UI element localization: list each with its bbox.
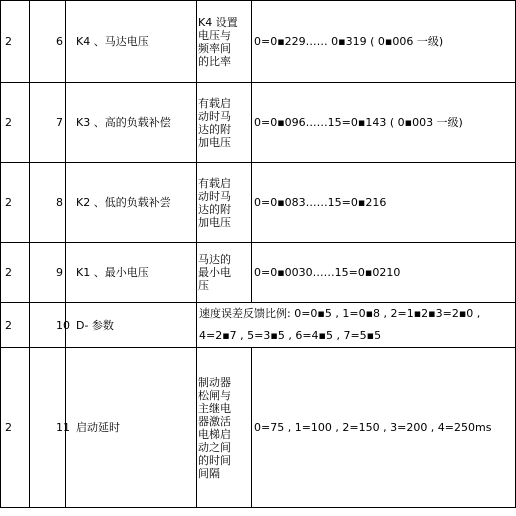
param-number-cell: 9 <box>30 243 66 303</box>
param-number-cell: 7 <box>30 83 66 163</box>
description-line: 加电压 <box>198 135 231 149</box>
description-line: 最小电 <box>198 266 231 279</box>
param-name-cell: 启动延时 <box>66 348 197 508</box>
param-number-cell: 6 <box>30 1 66 83</box>
description-line: 主继电 <box>198 401 231 415</box>
param-range-cell: 0=75 , 1=100 , 2=150 , 3=200 , 4=250ms <box>252 348 516 508</box>
description-line: 动时马 <box>198 109 231 123</box>
table-row <box>1 243 516 303</box>
table-row <box>1 83 516 163</box>
description-line: 动时马 <box>198 189 231 203</box>
description-line: 有载启 <box>198 96 231 110</box>
description-line: 电梯启 <box>198 427 231 441</box>
group-cell: 2 <box>1 1 30 83</box>
description-line: 的比率 <box>198 54 231 68</box>
param-description-cell <box>197 348 252 508</box>
param-description-cell <box>197 1 252 83</box>
group-cell: 2 <box>1 303 30 348</box>
description-line: 间隔 <box>198 466 220 480</box>
description-line: 制动器 <box>198 375 231 389</box>
param-description-cell <box>197 163 252 243</box>
description-line: 动之间 <box>198 440 231 454</box>
description-line: 频率间 <box>198 41 231 55</box>
group-cell: 2 <box>1 243 30 303</box>
description-line: 有载启 <box>198 176 231 190</box>
param-range-cell: 0=0▪096……15=0▪143 ( 0▪003 一级) <box>252 83 516 163</box>
description-line: 达的附 <box>198 202 231 216</box>
param-name-cell: K3 、高的负载补偿 <box>66 83 197 163</box>
param-number-cell: 8 <box>30 163 66 243</box>
param-number-cell: 11 <box>30 348 66 508</box>
param-name-cell: K4 、马达电压 <box>66 1 197 83</box>
description-line: 器激活 <box>198 414 231 428</box>
param-range-cell: 速度误差反馈比例: 0=0▪5 , 1=0▪8 , 2=1▪2▪3=2▪0 , 4=2▪7 , 5=3▪5 , 6=4▪5 , 7=5▪5 <box>197 303 516 348</box>
description-line: 电压与 <box>198 28 231 42</box>
description-line: 马达的 <box>198 253 231 266</box>
group-cell: 2 <box>1 163 30 243</box>
description-line: 松闸与 <box>198 388 231 402</box>
table-row <box>1 163 516 243</box>
description-line: 达的附 <box>198 122 231 136</box>
param-range-cell: 0=0▪0030……15=0▪0210 <box>252 243 516 303</box>
description-line: 加电压 <box>198 215 231 229</box>
description-line: 压 <box>198 279 209 292</box>
group-cell: 2 <box>1 348 30 508</box>
table-row <box>1 348 516 508</box>
description-line: K4 设置 <box>198 15 238 29</box>
table-row <box>1 1 516 83</box>
group-cell: 2 <box>1 83 30 163</box>
param-range-cell: 0=0▪083……15=0▪216 <box>252 163 516 243</box>
param-number-cell: 10 <box>30 303 66 348</box>
table-row <box>1 303 516 348</box>
param-description-cell <box>197 83 252 163</box>
param-name-cell: D- 参数 <box>66 303 197 348</box>
param-description-cell <box>197 243 252 303</box>
param-name-cell: K2 、低的负载补尝 <box>66 163 197 243</box>
description-line: 的时间 <box>198 453 231 467</box>
param-range-cell: 0=0▪229…… 0▪319 ( 0▪006 一级) <box>252 1 516 83</box>
param-name-cell: K1 、最小电压 <box>66 243 197 303</box>
